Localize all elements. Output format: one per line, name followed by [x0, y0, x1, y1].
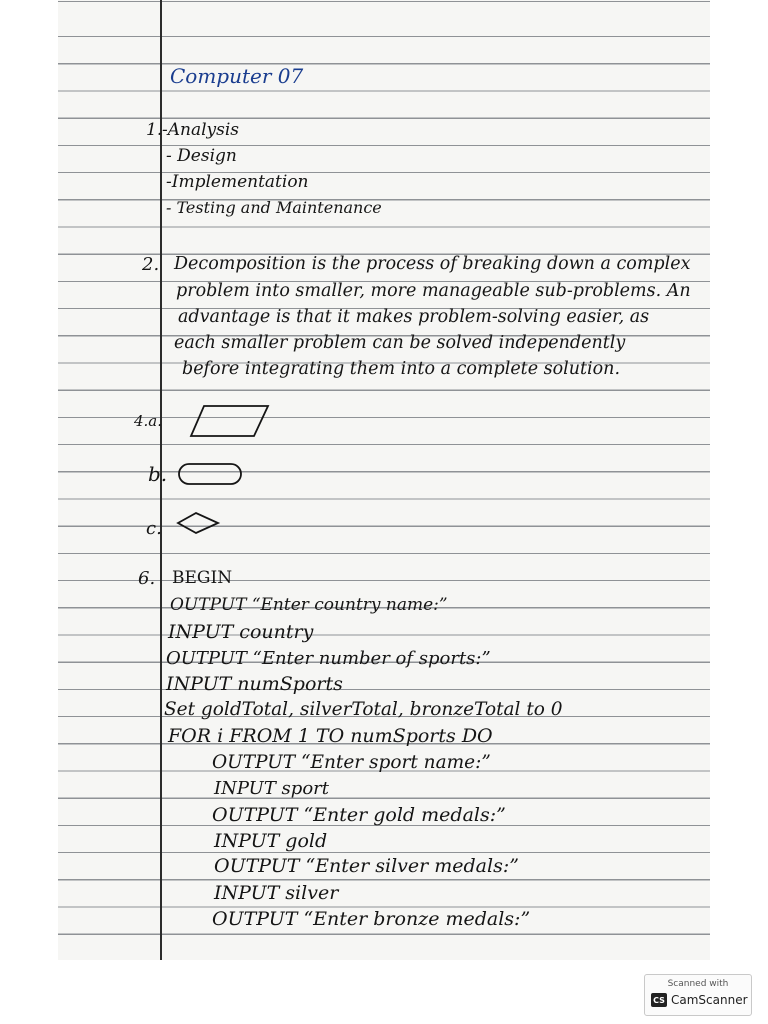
q1-item: -Implementation [166, 172, 309, 192]
q2-line: problem into smaller, more manageable sub-problems. An [176, 281, 691, 301]
q4a-label: 4.a. [134, 412, 163, 430]
pseudocode-line: INPUT silver [214, 882, 339, 904]
pseudocode-line: INPUT country [168, 621, 314, 643]
parallelogram-icon [188, 402, 272, 440]
q4c-label: c. [146, 518, 162, 539]
pseudocode-line: Set goldTotal, silverTotal, bronzeTotal to 0 [164, 699, 563, 720]
q1-item: -Analysis [162, 120, 240, 140]
q2-number: 2. [142, 254, 160, 275]
pseudocode-line: OUTPUT “Enter number of sports:” [166, 648, 491, 669]
decision-diamond-icon [174, 510, 222, 536]
pseudocode-line: INPUT sport [214, 778, 329, 799]
pseudocode-line: INPUT numSports [166, 673, 343, 695]
camscanner-watermark [644, 974, 752, 1016]
watermark-caption: Scanned with [667, 979, 729, 989]
q2-line: each smaller problem can be solved independently [174, 333, 626, 353]
watermark-brand: CamScanner [671, 993, 748, 1007]
q1-item: - Design [166, 146, 237, 166]
q4b-label: b. [148, 462, 168, 486]
terminator-icon [176, 460, 246, 488]
q2-line: before integrating them into a complete solution. [182, 359, 621, 379]
pseudocode-line: OUTPUT “Enter country name:” [170, 595, 448, 615]
page-title: Computer 07 [170, 64, 304, 88]
pseudocode-line: OUTPUT “Enter gold medals:” [212, 804, 506, 826]
camscanner-logo-icon: CS [651, 993, 667, 1007]
pseudocode-line: OUTPUT “Enter sport name:” [212, 752, 491, 773]
pseudocode-line: BEGIN [172, 568, 233, 588]
pseudocode-line: OUTPUT “Enter bronze medals:” [212, 908, 531, 930]
pseudocode-line: FOR i FROM 1 TO numSports DO [168, 725, 493, 747]
q1-number: 1. [146, 120, 163, 140]
q1-item: - Testing and Maintenance [166, 198, 382, 217]
q2-line: advantage is that it makes problem-solving easier, as [178, 307, 650, 327]
pseudocode-line: OUTPUT “Enter silver medals:” [214, 855, 519, 877]
q6-number: 6. [138, 568, 156, 589]
q2-line: Decomposition is the process of breaking down a complex [174, 254, 691, 274]
pseudocode-line: INPUT gold [214, 830, 328, 852]
